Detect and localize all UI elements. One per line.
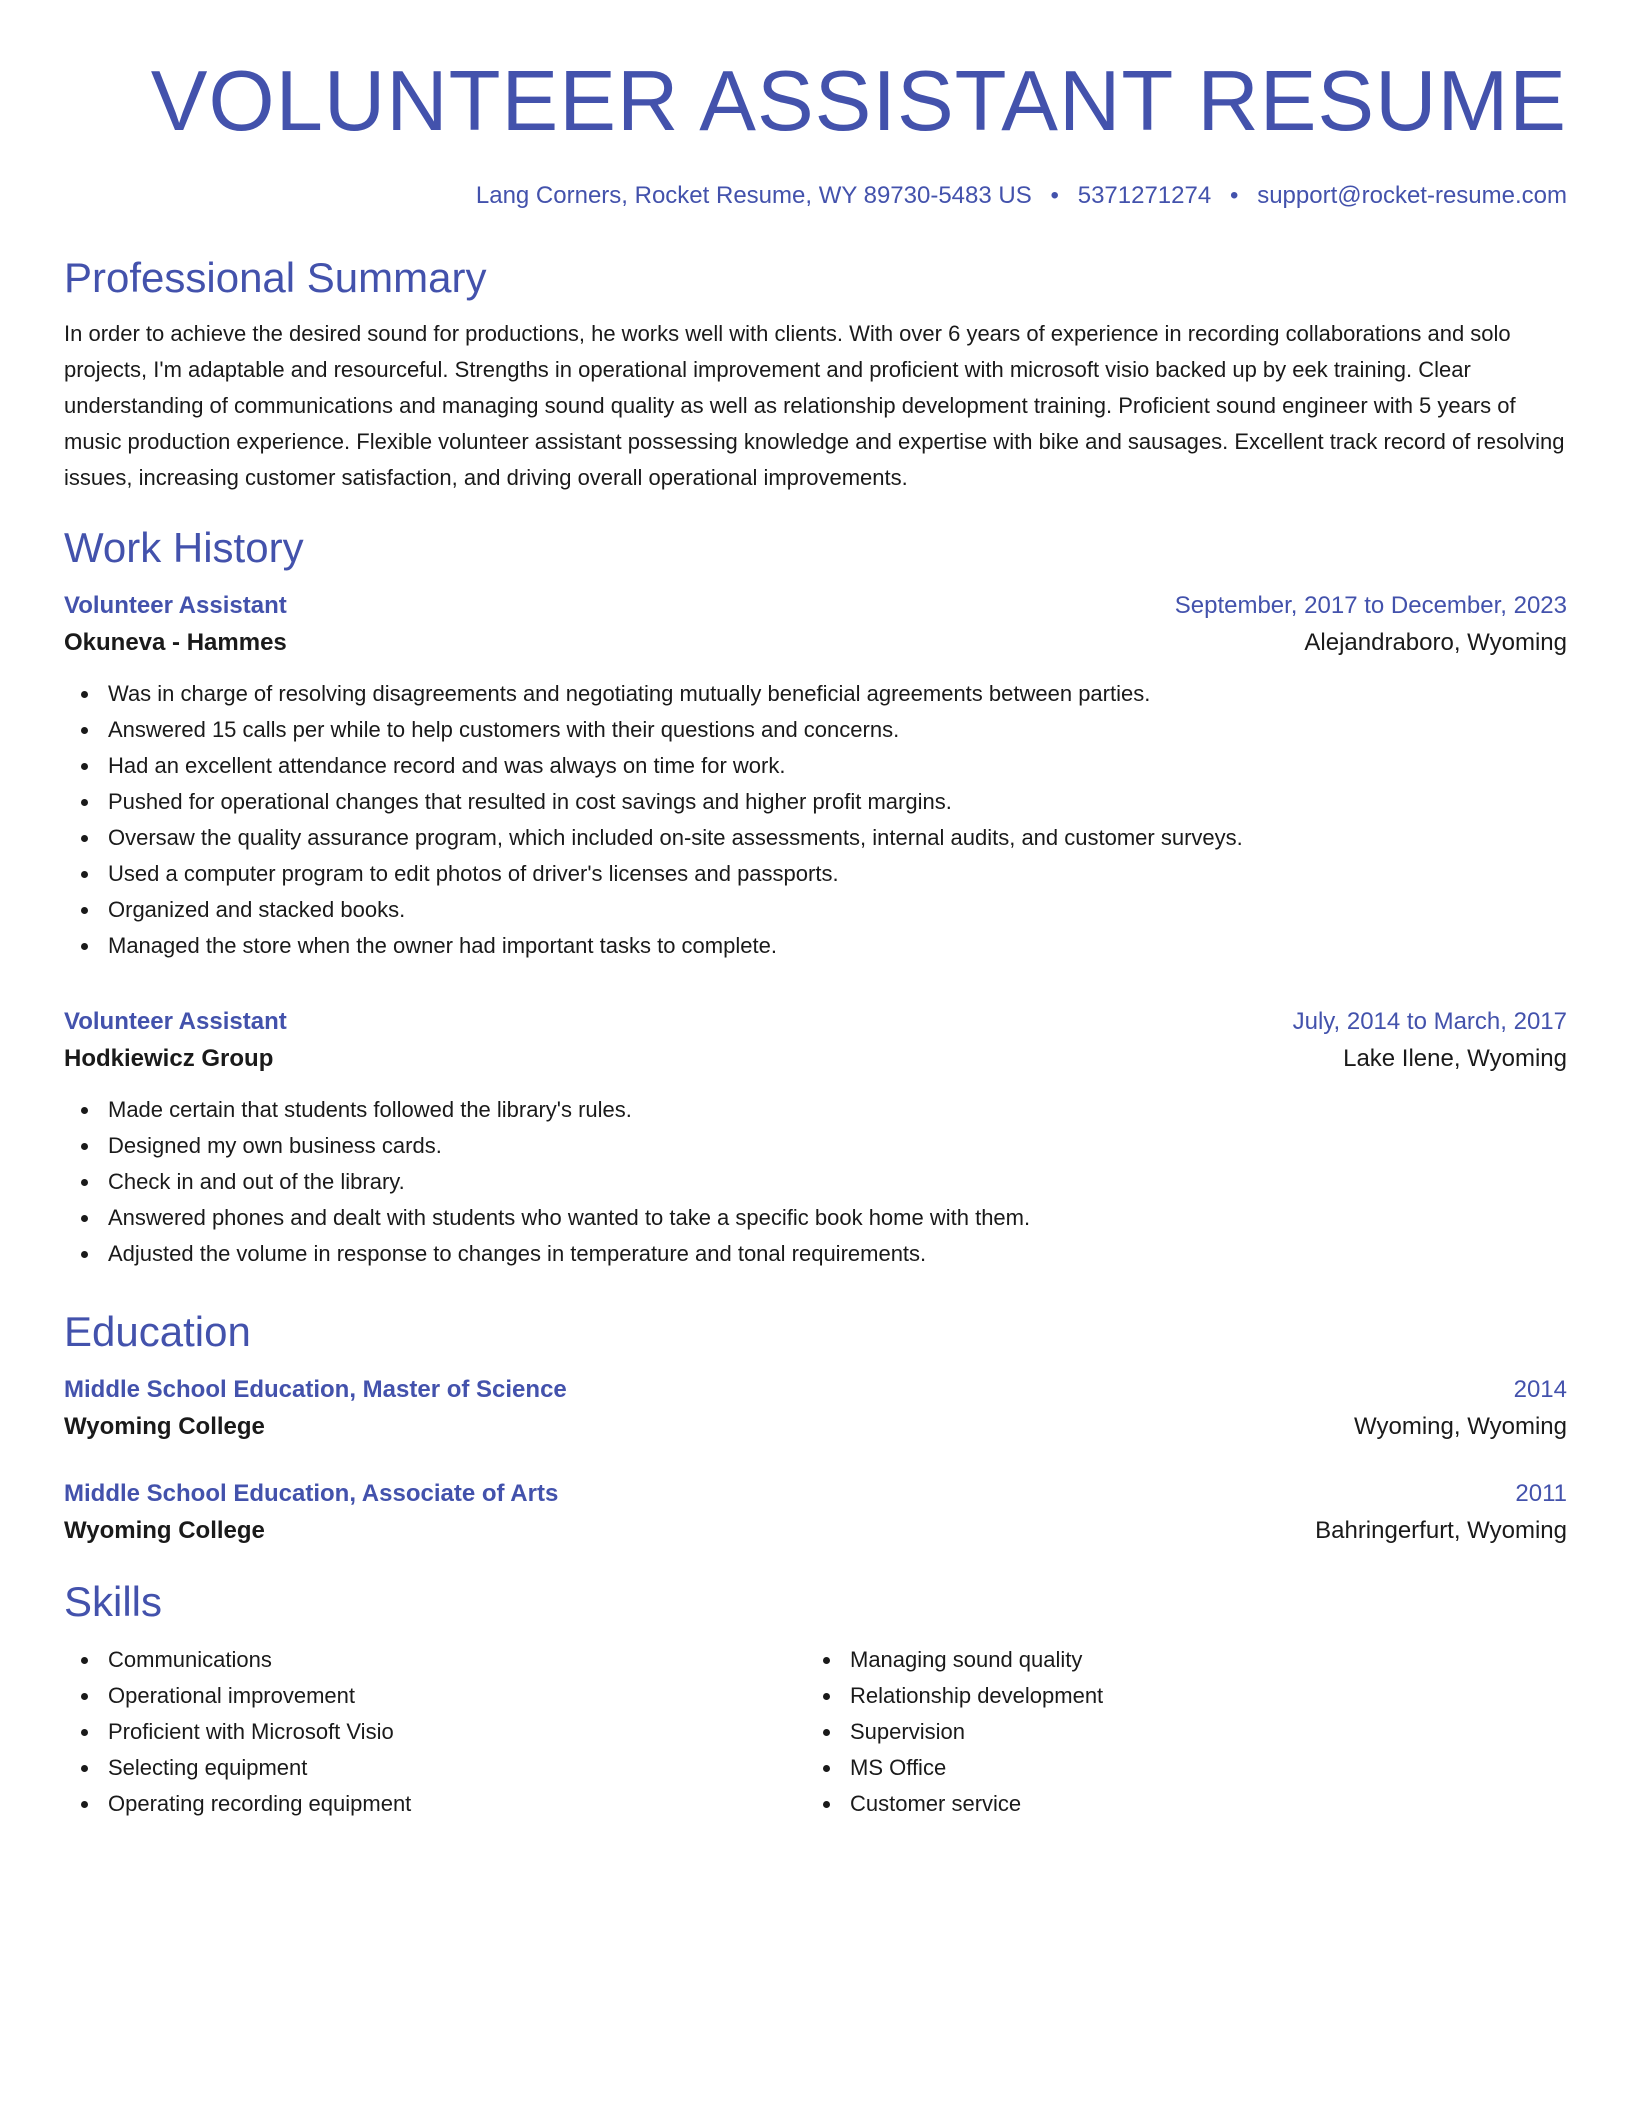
job-duty: Adjusted the volume in response to changes in temperature and tonal requirements. bbox=[64, 1236, 1567, 1272]
skill-item: Proficient with Microsoft Visio bbox=[64, 1714, 806, 1750]
skills-heading: Skills bbox=[64, 1578, 163, 1625]
skills-list-right bbox=[806, 1642, 1548, 1822]
job-duty: Organized and stacked books. bbox=[64, 892, 1567, 928]
contact-separator: • bbox=[1050, 182, 1059, 209]
skills-list-left bbox=[64, 1642, 806, 1822]
resume-header bbox=[64, 0, 1567, 212]
work-history-heading: Work History bbox=[64, 524, 304, 571]
job-duty: Answered phones and dealt with students who wanted to take a specific book home with them. bbox=[64, 1200, 1567, 1236]
job-duty: Used a computer program to edit photos of driver's licenses and passports. bbox=[64, 856, 1567, 892]
education-entry bbox=[64, 1476, 1567, 1550]
skill-item: Selecting equipment bbox=[64, 1750, 806, 1786]
education-heading: Education bbox=[64, 1308, 251, 1355]
job-duties-list bbox=[64, 1092, 1567, 1272]
job-duty: Made certain that students followed the library's rules. bbox=[64, 1092, 1567, 1128]
resume-page bbox=[64, 0, 1567, 1822]
contact-phone: 5371271274 bbox=[1077, 182, 1212, 209]
contact-line bbox=[64, 180, 1567, 212]
job-role: Volunteer Assistant bbox=[64, 592, 287, 619]
skill-item: Relationship development bbox=[806, 1678, 1548, 1714]
skill-item: Communications bbox=[64, 1642, 806, 1678]
skills-grid bbox=[64, 1642, 1567, 1822]
job-duties-list bbox=[64, 676, 1567, 964]
education-year: 2011 bbox=[1515, 1480, 1567, 1507]
skill-item: Operational improvement bbox=[64, 1678, 806, 1714]
education-school: Wyoming College bbox=[64, 1517, 265, 1544]
skill-item: Customer service bbox=[806, 1786, 1548, 1822]
job-entry bbox=[64, 1004, 1567, 1272]
contact-email[interactable]: support@rocket-resume.com bbox=[1257, 182, 1567, 209]
education-location: Wyoming, Wyoming bbox=[1354, 1413, 1567, 1440]
contact-address: Lang Corners, Rocket Resume, WY 89730-5483 US bbox=[475, 182, 1032, 209]
job-duty: Had an excellent attendance record and was always on time for work. bbox=[64, 748, 1567, 784]
education-location: Bahringerfurt, Wyoming bbox=[1315, 1517, 1567, 1544]
job-duty: Managed the store when the owner had important tasks to complete. bbox=[64, 928, 1567, 964]
skill-item: Operating recording equipment bbox=[64, 1786, 806, 1822]
contact-separator: • bbox=[1230, 182, 1239, 209]
job-duty: Answered 15 calls per while to help customers with their questions and concerns. bbox=[64, 712, 1567, 748]
job-dates: September, 2017 to December, 2023 bbox=[1174, 592, 1567, 619]
skill-item: Supervision bbox=[806, 1714, 1548, 1750]
job-duty: Check in and out of the library. bbox=[64, 1164, 1567, 1200]
job-duty: Pushed for operational changes that resulted in cost savings and higher profit margins. bbox=[64, 784, 1567, 820]
summary-text: In order to achieve the desired sound for productions, he works well with clients. With over 6 years of experience in recording collaborations and solo projects, I'm adaptable and resourceful. Strengths in operational improvement and proficient with microsoft visio backed up by eek training. Clear understanding of communications and managing sound quality as well as relationship development training. Proficient sound engineer with 5 years of music production experience. Flexible volunteer assistant possessing knowledge and expertise with bike and sausages. Excellent track record of resolving issues, increasing customer satisfaction, and driving overall operational improvements. bbox=[64, 321, 1565, 490]
education-year: 2014 bbox=[1513, 1376, 1567, 1403]
skill-item: Managing sound quality bbox=[806, 1642, 1548, 1678]
job-dates: July, 2014 to March, 2017 bbox=[1292, 1008, 1567, 1035]
education-entry bbox=[64, 1372, 1567, 1446]
job-duty: Oversaw the quality assurance program, which included on-site assessments, internal audits, and customer surveys. bbox=[64, 820, 1567, 856]
job-duty: Designed my own business cards. bbox=[64, 1128, 1567, 1164]
summary-heading: Professional Summary bbox=[64, 254, 487, 301]
skill-item: MS Office bbox=[806, 1750, 1548, 1786]
job-company: Hodkiewicz Group bbox=[64, 1045, 274, 1072]
job-role: Volunteer Assistant bbox=[64, 1008, 287, 1035]
education-school: Wyoming College bbox=[64, 1413, 265, 1440]
job-company: Okuneva - Hammes bbox=[64, 629, 287, 656]
resume-title: VOLUNTEER ASSISTANT RESUME bbox=[150, 54, 1567, 149]
job-location: Alejandraboro, Wyoming bbox=[1304, 629, 1567, 656]
job-location: Lake Ilene, Wyoming bbox=[1343, 1045, 1567, 1072]
education-degree: Middle School Education, Associate of Arts bbox=[64, 1480, 559, 1507]
education-degree: Middle School Education, Master of Science bbox=[64, 1376, 567, 1403]
job-duty: Was in charge of resolving disagreements and negotiating mutually beneficial agreements between parties. bbox=[64, 676, 1567, 712]
job-entry bbox=[64, 588, 1567, 964]
